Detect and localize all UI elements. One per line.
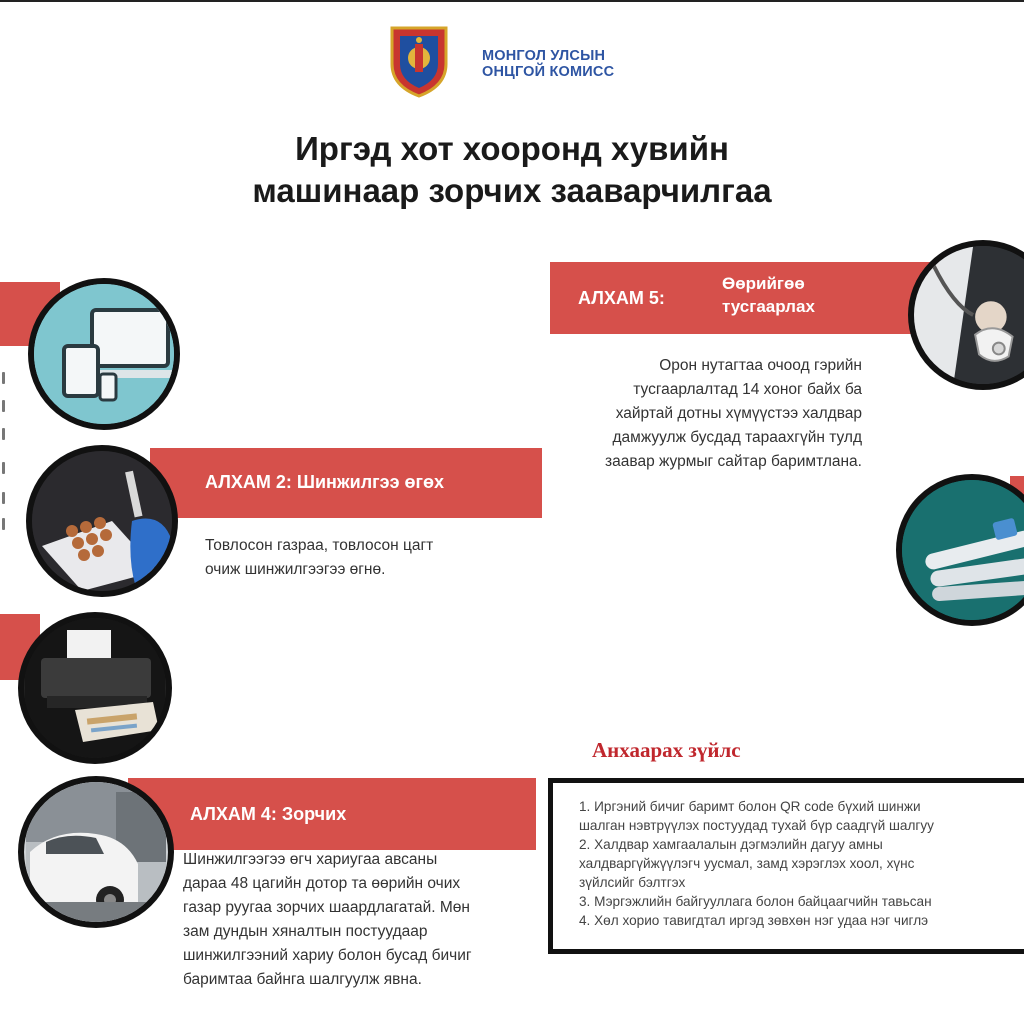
cutoff-text-fragment [2, 492, 5, 504]
attention-item: 3. Мэргэжлийн байгууллага болон байцаагчийн тавьсан [579, 894, 932, 909]
step2-text-line: очиж шинжилгээгээ өгнө. [205, 561, 386, 578]
top-border [0, 0, 1024, 2]
step5-sublabel [722, 272, 815, 318]
cutoff-text-fragment [2, 462, 5, 474]
page-title [0, 128, 1024, 212]
step4-label: АЛХАМ 4: Зорчих [190, 804, 347, 824]
step4-text [183, 848, 472, 992]
step2-test-tube-rack-icon [26, 445, 178, 597]
step5-text-line: хайртай дотны хүмүүстээ халдвар [615, 405, 862, 422]
step5-text-line: дамжуулж бусдад тараахгүйн тулд [612, 429, 862, 446]
org-line-2: ОНЦГОЙ КОМИСС [482, 64, 615, 80]
attention-item: шалган нэвтрүүлэх постуудад тухай бүр саадгүй шалгуу [579, 818, 934, 833]
cutoff-text-fragment [2, 400, 5, 412]
step4-text-line: дараа 48 цагийн дотор та өөрийн очих [183, 875, 461, 892]
step2-label: АЛХАМ 2: Шинжилгээ өгөх [205, 472, 445, 492]
title-line-1: Иргэд хот хооронд хувийн [295, 130, 729, 167]
attention-item: 4. Хөл хорио тавигдтал иргэд зөвхөн нэг удаа нэг чиглэ [579, 913, 929, 928]
step2-text-line: Товлосон газраа, товлосон цагт [205, 537, 434, 554]
emergency-commission-emblem-icon [388, 22, 450, 98]
step4-text-line: баримтаа байнга шалгуулж явна. [183, 971, 422, 988]
organization-name [482, 48, 614, 80]
step4-car-icon [18, 776, 174, 928]
cutoff-text-fragment [2, 372, 5, 384]
org-line-1: МОНГОЛ УЛСЫН [482, 48, 606, 64]
step1-devices-icon [28, 278, 180, 430]
step5-sublabel-line: тусгаарлах [722, 297, 815, 316]
step5-text-line: Орон нутагтаа очоод гэрийн [659, 357, 862, 374]
attention-item: зүйлсийг бэлтгэх [579, 875, 686, 890]
cutoff-text-fragment [2, 428, 5, 440]
attention-item: 2. Халдвар хамгаалалын дэгмэлийн дагуу амны [579, 837, 883, 852]
attention-list [553, 783, 1024, 930]
step5-label: АЛХАМ 5: [578, 288, 665, 308]
step4-text-line: Шинжилгээгээ өгч хариугаа авсаны [183, 851, 438, 868]
step5-text-line: заавар журмыг сайтар баримтлана. [605, 453, 862, 470]
step2-text [205, 534, 433, 582]
step4-text-line: зам дундын хяналтын постуудаар [183, 923, 428, 940]
attention-item: халдваргүйжүүлэгч уусмал, замд хэрэглэх хоол, хүнс [579, 856, 915, 871]
attention-item: 1. Иргэний бичиг баримт болон QR code бүхий шинжи [579, 799, 921, 814]
step5-sublabel-line: Өөрийгөө [722, 274, 805, 293]
title-line-2: машинаар зорчих зааварчилгаа [252, 172, 772, 209]
attention-box [548, 778, 1024, 954]
step4-text-line: шинжилгээний хариу болон бусад бичиг [183, 947, 472, 964]
attention-title: Анхаарах зүйлс [592, 738, 741, 762]
step5-text [550, 354, 862, 474]
step3-printer-icon [18, 612, 172, 764]
step6-test-tubes-icon [896, 474, 1024, 626]
step4-text-line: газар руугаа зорчих шаардлагатай. Мөн [183, 899, 470, 916]
step5-text-line: тусгаарлалтад 14 хоног байх ба [633, 381, 862, 398]
cutoff-text-fragment [2, 518, 5, 530]
